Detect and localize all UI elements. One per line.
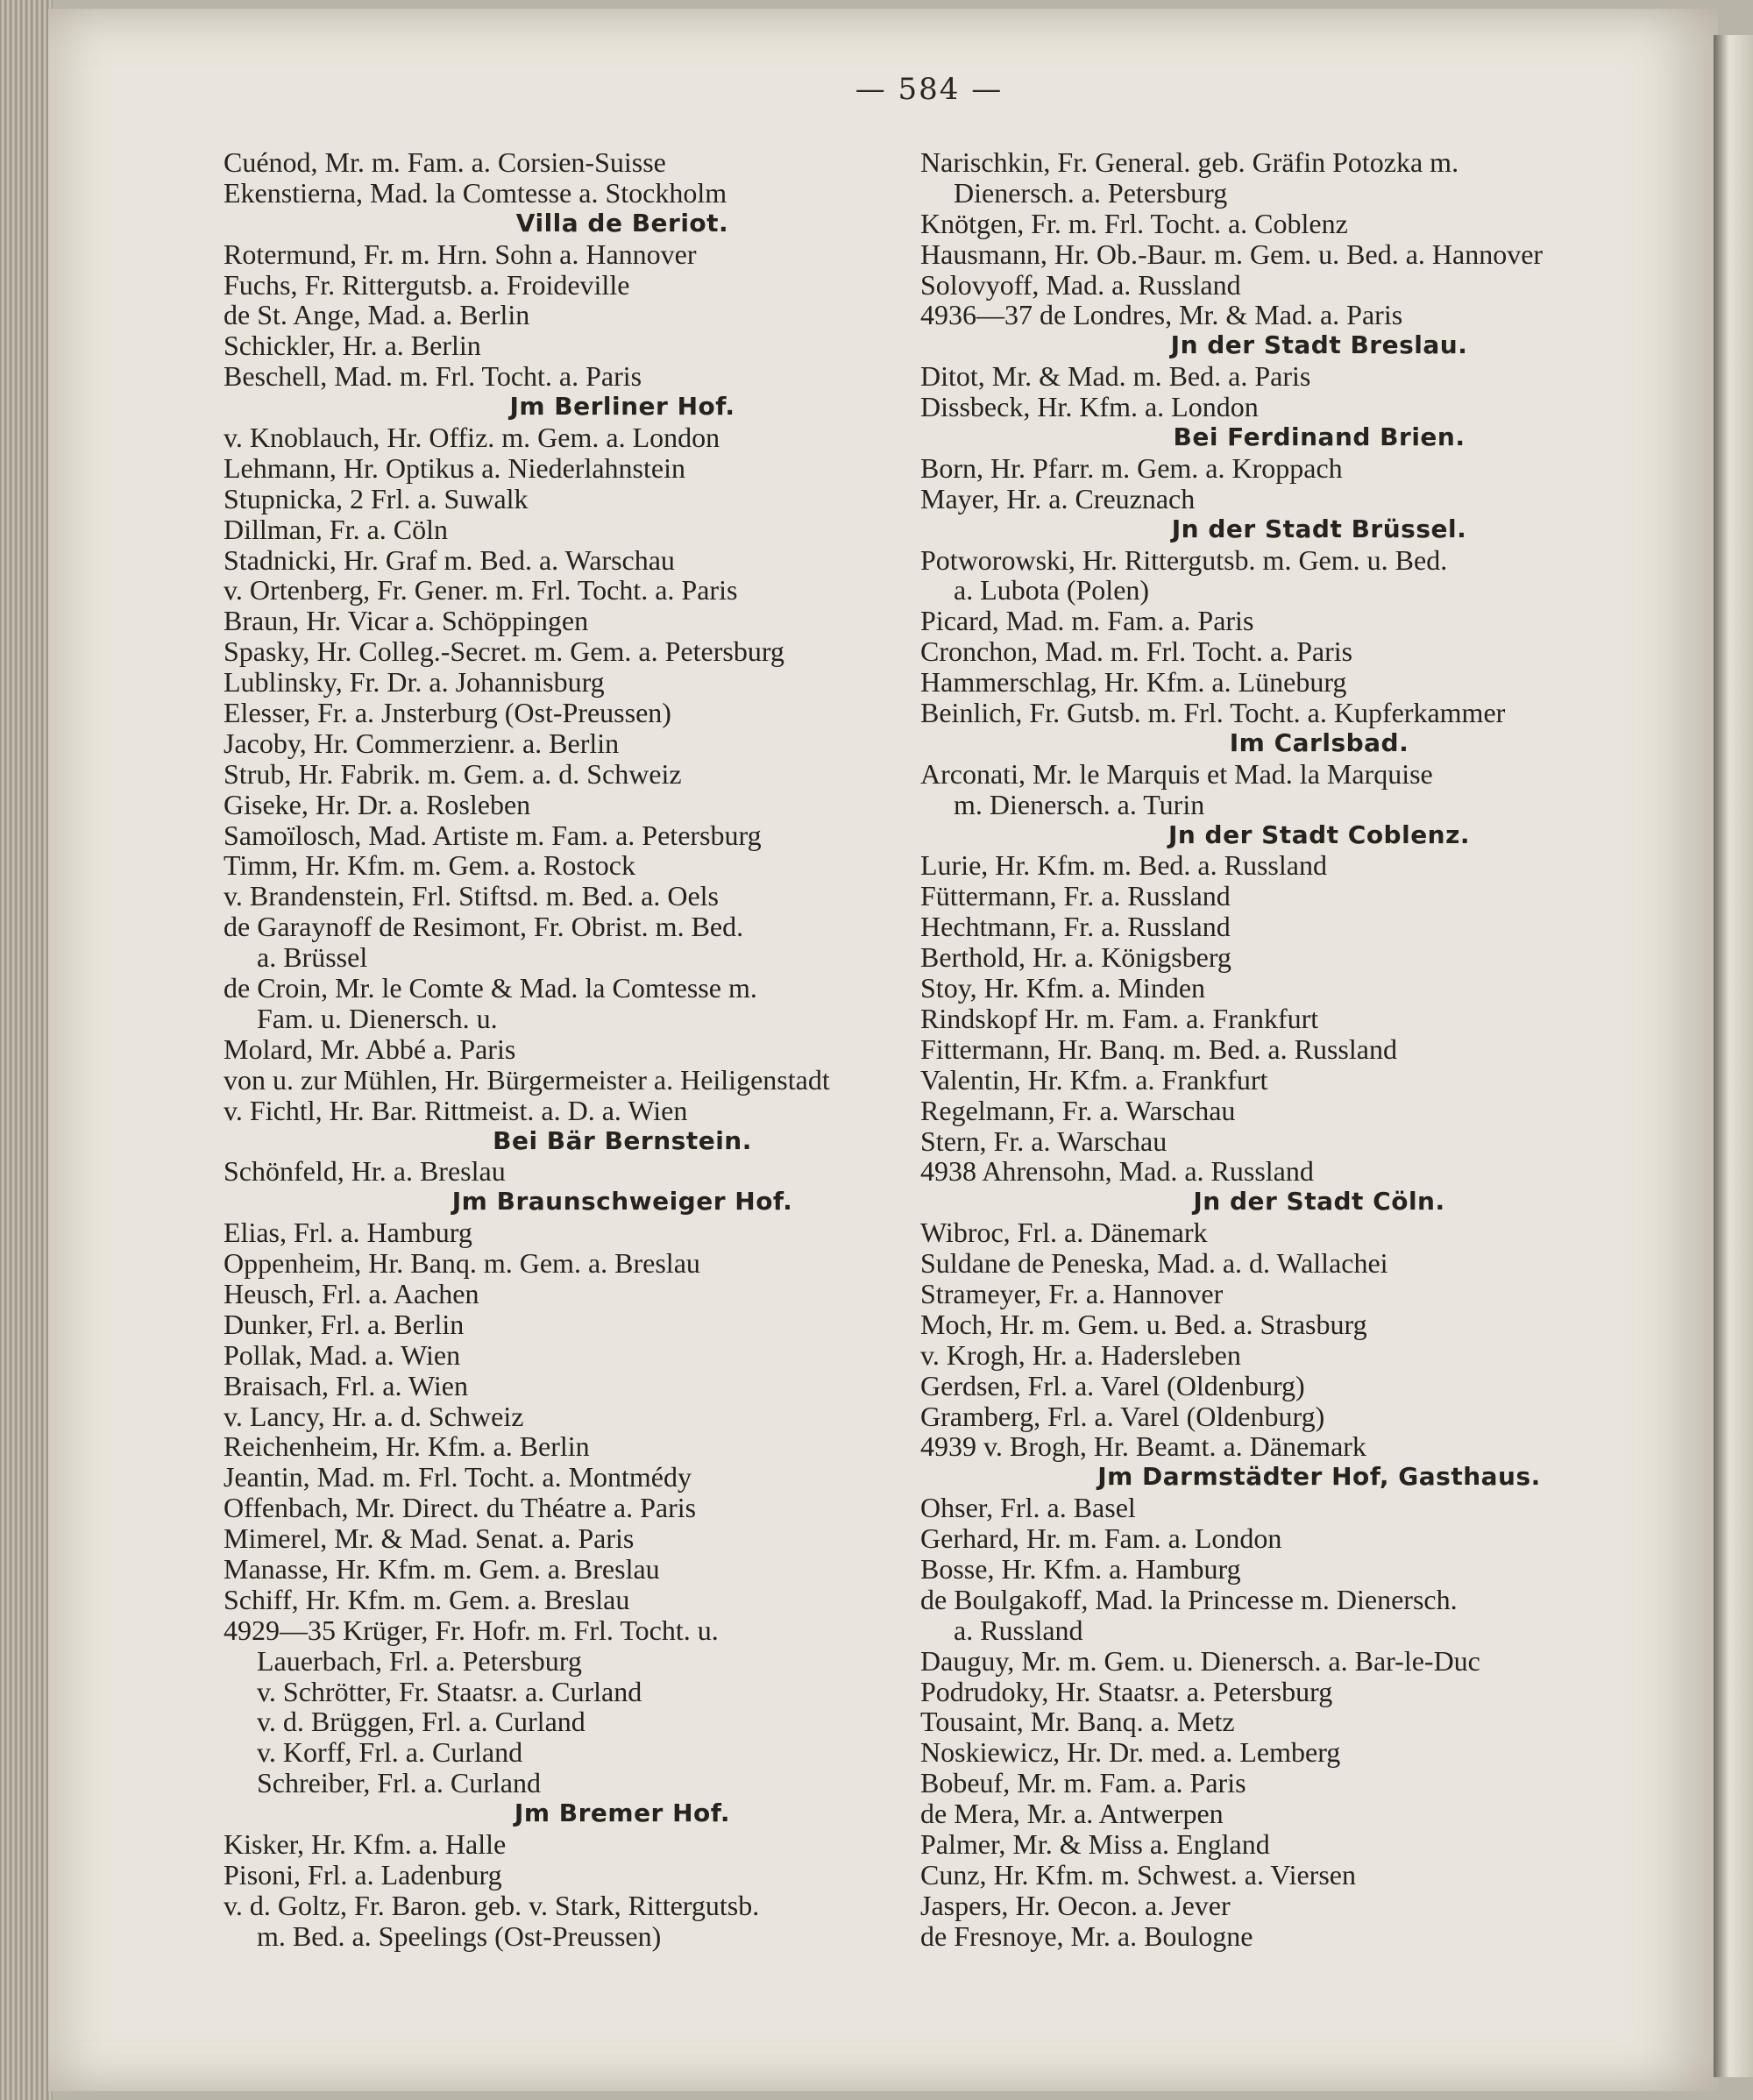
guest-entry-continuation: Schreiber, Frl. a. Curland — [257, 1767, 541, 1799]
guest-entry: Solovyoff, Mad. a. Russland — [920, 268, 1241, 301]
guest-entry-continuation: Fam. u. Dienersch. u. — [257, 1002, 498, 1034]
guest-entry: Füttermann, Fr. a. Russland — [920, 880, 1231, 912]
hotel-heading: Bei Ferdinand Brien. — [1173, 422, 1466, 452]
guest-entry-continuation: Lauerbach, Frl. a. Petersburg — [257, 1644, 582, 1677]
guest-entry: Offenbach, Mr. Direct. du Théatre a. Paris — [224, 1492, 697, 1524]
guest-entry-continuation: a. Lubota (Polen) — [954, 574, 1150, 607]
guest-entry: Kisker, Hr. Kfm. a. Halle — [224, 1827, 507, 1860]
guest-entry: Bosse, Hr. Kfm. a. Hamburg — [920, 1552, 1241, 1585]
hotel-heading: Im Carlsbad. — [1229, 727, 1409, 757]
guest-entry: de Mera, Mr. a. Antwerpen — [920, 1798, 1224, 1830]
guest-entry-continuation: v. Korff, Frl. a. Curland — [257, 1736, 523, 1769]
guest-entry-continuation: a. Russland — [954, 1614, 1083, 1646]
guest-entry: Rotermund, Fr. m. Hrn. Sohn a. Hannover — [224, 238, 697, 270]
guest-entry: Beschell, Mad. m. Frl. Tocht. a. Paris — [224, 360, 642, 393]
guest-entry: Molard, Mr. Abbé a. Paris — [224, 1032, 516, 1065]
guest-entry: Spasky, Hr. Colleg.-Secret. m. Gem. a. Petersburg — [224, 635, 784, 668]
guest-entry: Hammerschlag, Hr. Kfm. a. Lüneburg — [920, 666, 1347, 699]
guest-entry: Ohser, Frl. a. Basel — [920, 1492, 1136, 1524]
guest-entry: 4929—35 Krüger, Fr. Hofr. m. Frl. Tocht. u. — [224, 1614, 719, 1646]
guest-entry: Gerdsen, Frl. a. Varel (Oldenburg) — [920, 1369, 1305, 1401]
guest-entry-continuation: v. d. Brüggen, Frl. a. Curland — [257, 1706, 586, 1738]
guest-entry: von u. zur Mühlen, Hr. Bürgermeister a. Heiligenstadt — [224, 1063, 830, 1096]
guest-entry: Schickler, Hr. a. Berlin — [224, 330, 481, 362]
left-column — [224, 147, 925, 1952]
guest-entry: Dissbeck, Hr. Kfm. a. London — [920, 391, 1259, 423]
guest-entry: Bobeuf, Mr. m. Fam. a. Paris — [920, 1767, 1246, 1799]
guest-entry: Stoy, Hr. Kfm. a. Minden — [920, 972, 1206, 1004]
guest-entry-continuation: m. Dienersch. a. Turin — [954, 788, 1205, 820]
guest-entry: Fuchs, Fr. Rittergutsb. a. Froideville — [224, 268, 630, 301]
guest-entry: Beinlich, Fr. Gutsb. m. Frl. Tocht. a. Kupferkammer — [920, 697, 1506, 729]
guest-entry: Cuénod, Mr. m. Fam. a. Corsien-Suisse — [224, 146, 666, 178]
guest-entry: v. Lancy, Hr. a. d. Schweiz — [224, 1400, 524, 1432]
guest-entry: Rindskopf Hr. m. Fam. a. Frankfurt — [920, 1002, 1319, 1034]
guest-entry-continuation: a. Brüssel — [257, 941, 368, 974]
guest-entry: Lehmann, Hr. Optikus a. Niederlahnstein — [224, 451, 685, 484]
guest-entry: Moch, Hr. m. Gem. u. Bed. a. Strasburg — [920, 1308, 1367, 1340]
guest-entry: de Fresnoye, Mr. a. Boulogne — [920, 1919, 1253, 1952]
guest-entry: Pollak, Mad. a. Wien — [224, 1338, 461, 1371]
book-page-curl-right — [1714, 35, 1753, 2077]
guest-entry: Suldane de Peneska, Mad. a. d. Wallachei — [920, 1247, 1388, 1280]
guest-entry: de Garaynoff de Resimont, Fr. Obrist. m. Bed. — [224, 911, 744, 943]
guest-entry: Timm, Hr. Kfm. m. Gem. a. Rostock — [224, 849, 635, 882]
guest-entry: Dauguy, Mr. m. Gem. u. Dienersch. a. Bar-le-Duc — [920, 1644, 1480, 1677]
guest-entry: Reichenheim, Hr. Kfm. a. Berlin — [224, 1430, 590, 1463]
guest-entry: Arconati, Mr. le Marquis et Mad. la Marquise — [920, 757, 1433, 790]
guest-entry: Wibroc, Frl. a. Dänemark — [920, 1217, 1208, 1249]
guest-entry: Schönfeld, Hr. a. Breslau — [224, 1155, 506, 1188]
hotel-heading: Jm Braunschweiger Hof. — [451, 1187, 793, 1217]
guest-entry: Schiff, Hr. Kfm. m. Gem. a. Breslau — [224, 1583, 630, 1615]
guest-entry: Cronchon, Mad. m. Frl. Tocht. a. Paris — [920, 635, 1353, 668]
guest-entry: Strub, Hr. Fabrik. m. Gem. a. d. Schweiz — [224, 757, 682, 790]
guest-entry-continuation: Dienersch. a. Petersburg — [954, 176, 1228, 209]
guest-entry: Lublinsky, Fr. Dr. a. Johannisburg — [224, 666, 605, 699]
guest-entry: Stadnicki, Hr. Graf m. Bed. a. Warschau — [224, 543, 675, 576]
guest-entry: Hausmann, Hr. Ob.-Baur. m. Gem. u. Bed. a. Hannover — [920, 238, 1544, 270]
hotel-heading: Jn der Stadt Brüssel. — [1171, 514, 1467, 543]
hotel-heading: Jn der Stadt Cöln. — [1193, 1187, 1445, 1217]
right-column — [920, 147, 1639, 1952]
guest-entry: Oppenheim, Hr. Banq. m. Gem. a. Breslau — [224, 1247, 700, 1280]
guest-entry: Cunz, Hr. Kfm. m. Schwest. a. Viersen — [920, 1858, 1356, 1891]
guest-entry: Pisoni, Frl. a. Ladenburg — [224, 1858, 502, 1891]
guest-entry: Gerhard, Hr. m. Fam. a. London — [920, 1522, 1282, 1555]
hotel-heading: Jm Darmstädter Hof, Gasthaus. — [1097, 1462, 1541, 1492]
guest-entry: Dillman, Fr. a. Cöln — [224, 513, 448, 545]
guest-entry: Lurie, Hr. Kfm. m. Bed. a. Russland — [920, 849, 1327, 882]
hotel-heading: Jn der Stadt Coblenz. — [1167, 819, 1471, 849]
guest-entry: Ditot, Mr. & Mad. m. Bed. a. Paris — [920, 360, 1311, 393]
guest-entry-continuation: v. Schrötter, Fr. Staatsr. a. Curland — [257, 1675, 642, 1707]
guest-entry: Jacoby, Hr. Commerzienr. a. Berlin — [224, 727, 620, 759]
guest-entry: v. d. Goltz, Fr. Baron. geb. v. Stark, Rittergutsb. — [224, 1889, 760, 1921]
guest-entry: Braisach, Frl. a. Wien — [224, 1369, 468, 1401]
guest-entry: Giseke, Hr. Dr. a. Rosleben — [224, 788, 531, 820]
guest-entry: Tousaint, Mr. Banq. a. Metz — [920, 1706, 1235, 1738]
guest-entry: Knötgen, Fr. m. Frl. Tocht. a. Coblenz — [920, 207, 1348, 239]
guest-entry: Strameyer, Fr. a. Hannover — [920, 1277, 1224, 1309]
guest-entry-continuation: m. Bed. a. Speelings (Ost-Preussen) — [257, 1919, 662, 1952]
guest-entry: Samoïlosch, Mad. Artiste m. Fam. a. Petersburg — [224, 819, 762, 851]
hotel-heading: Jm Berliner Hof. — [509, 392, 735, 422]
guest-entry: Ekenstierna, Mad. la Comtesse a. Stockholm — [224, 176, 727, 209]
guest-entry: Hechtmann, Fr. a. Russland — [920, 911, 1231, 943]
guest-entry: Valentin, Hr. Kfm. a. Frankfurt — [920, 1063, 1268, 1096]
guest-entry: Picard, Mad. m. Fam. a. Paris — [920, 605, 1254, 637]
guest-entry: Palmer, Mr. & Miss a. England — [920, 1827, 1270, 1860]
guest-entry: Elias, Frl. a. Hamburg — [224, 1217, 472, 1249]
guest-entry: Manasse, Hr. Kfm. m. Gem. a. Breslau — [224, 1552, 660, 1585]
guest-entry: Stern, Fr. a. Warschau — [920, 1124, 1167, 1157]
guest-entry: Stupnicka, 2 Frl. a. Suwalk — [224, 482, 529, 514]
hotel-heading: Villa de Beriot. — [515, 208, 729, 238]
guest-entry: 4938 Ahrensohn, Mad. a. Russland — [920, 1155, 1314, 1188]
guest-entry: v. Ortenberg, Fr. Gener. m. Frl. Tocht. a. Paris — [224, 574, 738, 607]
guest-entry: Jaspers, Hr. Oecon. a. Jever — [920, 1889, 1231, 1921]
guest-entry: Mimerel, Mr. & Mad. Senat. a. Paris — [224, 1522, 635, 1555]
hotel-heading: Jn der Stadt Breslau. — [1170, 330, 1468, 360]
guest-entry: Born, Hr. Pfarr. m. Gem. a. Kroppach — [920, 451, 1343, 484]
guest-entry: v. Brandenstein, Frl. Stiftsd. m. Bed. a. Oels — [224, 880, 719, 912]
guest-entry: 4939 v. Brogh, Hr. Beamt. a. Dänemark — [920, 1430, 1366, 1463]
page-number: — 584 — — [855, 72, 1004, 107]
guest-entry: Gramberg, Frl. a. Varel (Oldenburg) — [920, 1400, 1325, 1432]
guest-entry: v. Fichtl, Hr. Bar. Rittmeist. a. D. a. Wien — [224, 1094, 688, 1126]
guest-entry: Fittermann, Hr. Banq. m. Bed. a. Russland — [920, 1032, 1397, 1065]
guest-entry: Heusch, Frl. a. Aachen — [224, 1277, 479, 1309]
guest-entry: Regelmann, Fr. a. Warschau — [920, 1094, 1236, 1126]
hotel-heading: Jm Bremer Hof. — [514, 1798, 731, 1828]
guest-entry: 4936—37 de Londres, Mr. & Mad. a. Paris — [920, 299, 1403, 331]
guest-entry: de Boulgakoff, Mad. la Princesse m. Dienersch. — [920, 1583, 1458, 1615]
guest-entry: de St. Ange, Mad. a. Berlin — [224, 299, 530, 331]
guest-entry: Berthold, Hr. a. Königsberg — [920, 941, 1231, 974]
guest-entry: Podrudoky, Hr. Staatsr. a. Petersburg — [920, 1675, 1333, 1707]
guest-entry: v. Krogh, Hr. a. Hadersleben — [920, 1338, 1241, 1371]
guest-entry: Mayer, Hr. a. Creuznach — [920, 482, 1196, 514]
book-page-stack-left — [0, 0, 53, 2100]
guest-entry: de Croin, Mr. le Comte & Mad. la Comtesse m. — [224, 972, 757, 1004]
guest-entry: Noskiewicz, Hr. Dr. med. a. Lemberg — [920, 1736, 1341, 1769]
guest-entry: Braun, Hr. Vicar a. Schöppingen — [224, 605, 589, 637]
hotel-heading: Bei Bär Bernstein. — [493, 1125, 752, 1155]
guest-entry: Narischkin, Fr. General. geb. Gräfin Potozka m. — [920, 146, 1459, 178]
guest-entry: Dunker, Frl. a. Berlin — [224, 1308, 465, 1340]
guest-entry: Potworowski, Hr. Rittergutsb. m. Gem. u. Bed. — [920, 543, 1448, 576]
guest-entry: Elesser, Fr. a. Jnsterburg (Ost-Preussen) — [224, 697, 671, 729]
guest-entry: Jeantin, Mad. m. Frl. Tocht. a. Montmédy — [224, 1461, 692, 1493]
guest-entry: v. Knoblauch, Hr. Offiz. m. Gem. a. London — [224, 422, 720, 454]
